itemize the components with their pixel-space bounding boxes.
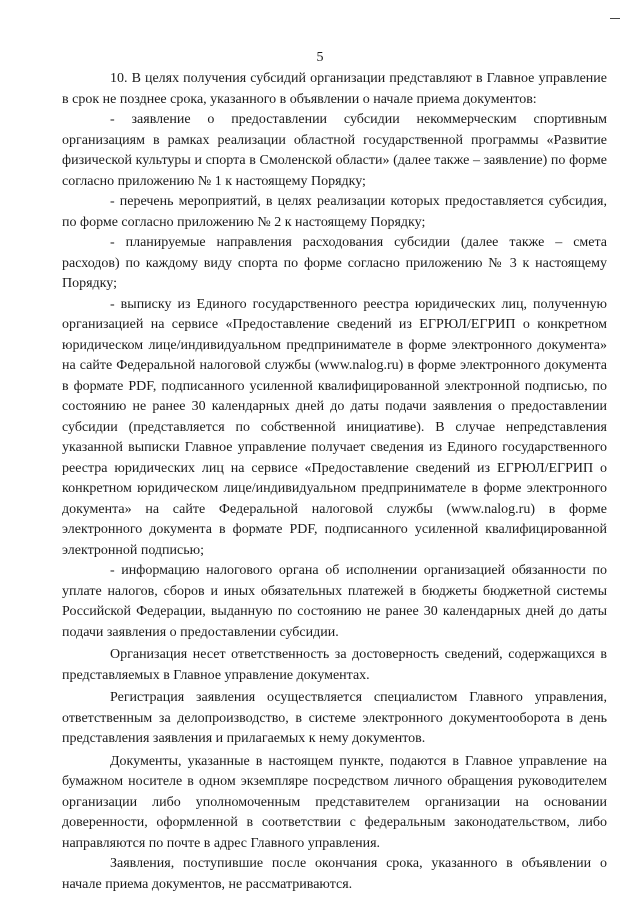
document-body (62, 69, 607, 895)
paragraph-application: - заявление о предоставлении субсидии некоммерческим спортивным организациям в рамках реализации областной государственной программы «Развитие физической культуры и спорта в Смоленской области» (далее также – заявление) по форме согласно приложению № 1 к настоящему Порядку; (62, 112, 607, 189)
paragraph-late-applications: Заявления, поступившие после окончания срока, указанного в объявлении о начале приема документов, не рассматриваются. (62, 856, 607, 892)
paragraph-expense-plan: - планируемые направления расходования субсидии (далее также – смета расходов) по каждому виду спорта по форме согласно приложению № 3 к настоящему Порядку; (62, 235, 607, 291)
page-number: 5 (316, 50, 324, 65)
paragraph-events-list: - перечень мероприятий, в целях реализации которых предоставляется субсидия, по форме согласно приложению № 2 к настоящему Порядку; (62, 194, 607, 230)
paragraph-tax-info: - информацию налогового органа об исполнении организацией обязанности по уплате налогов, сборов и иных обязательных платежей в бюджеты бюджетной системы Российской Федерации, выданную по состоянию не ранее 30 календарных дней до даты подачи заявления о предоставлении субсидии. (62, 563, 607, 640)
paragraph-egrul-extract: - выписку из Единого государственного реестра юридических лиц, полученную организацией на сервисе «Предоставление сведений из ЕГРЮЛ/ЕГРИП о конкретном юридическом лице/индивидуальном предпринимателе в форме электронного документа» на сайте Федеральной налоговой службы (www.nalog.ru) в форме электронного документа в формате PDF, подписанного усиленной квалифицированной электронной подписью, по состоянию не ранее 30 календарных дней до даты подачи заявления о предоставлении субсидии (представляется по собственной инициативе). В случае непредставления указанной выписки Главное управление получает сведения из Единого государственного реестра юридических лиц на сервисе «Предоставление сведений из ЕГРЮЛ/ЕГРИП о конкретном юридическом лице/индивидуальном предпринимателе в форме электронного документа» на сайте Федеральной налоговой службы (www.nalog.ru) в форме электронного документа в формате PDF, подписанного усиленной квалифицированной электронной подписью; (62, 296, 607, 558)
paragraph-item-10: 10. В целях получения субсидий организации представляют в Главное управление в срок не позднее срока, указанного в объявлении о начале приема документов: (62, 71, 607, 107)
paragraph-submission: Документы, указанные в настоящем пункте, подаются в Главное управление на бумажном носителе в одном экземпляре посредством личного обращения руководителем организации либо уполномоченным представителем организации на основании доверенности, оформленной в соответствии с федеральным законодательством, либо направляются по почте в адрес Главного управления. (62, 753, 607, 851)
paragraph-responsibility: Организация несет ответственность за достоверность сведений, содержащихся в представляемых в Главное управление документах. (62, 647, 607, 683)
corner-scan-mark (610, 18, 620, 19)
paragraph-registration: Регистрация заявления осуществляется специалистом Главного управления, ответственным за делопроизводство, в системе электронного документооборота в день представления заявления и прилагаемых к нему документов. (62, 690, 607, 746)
